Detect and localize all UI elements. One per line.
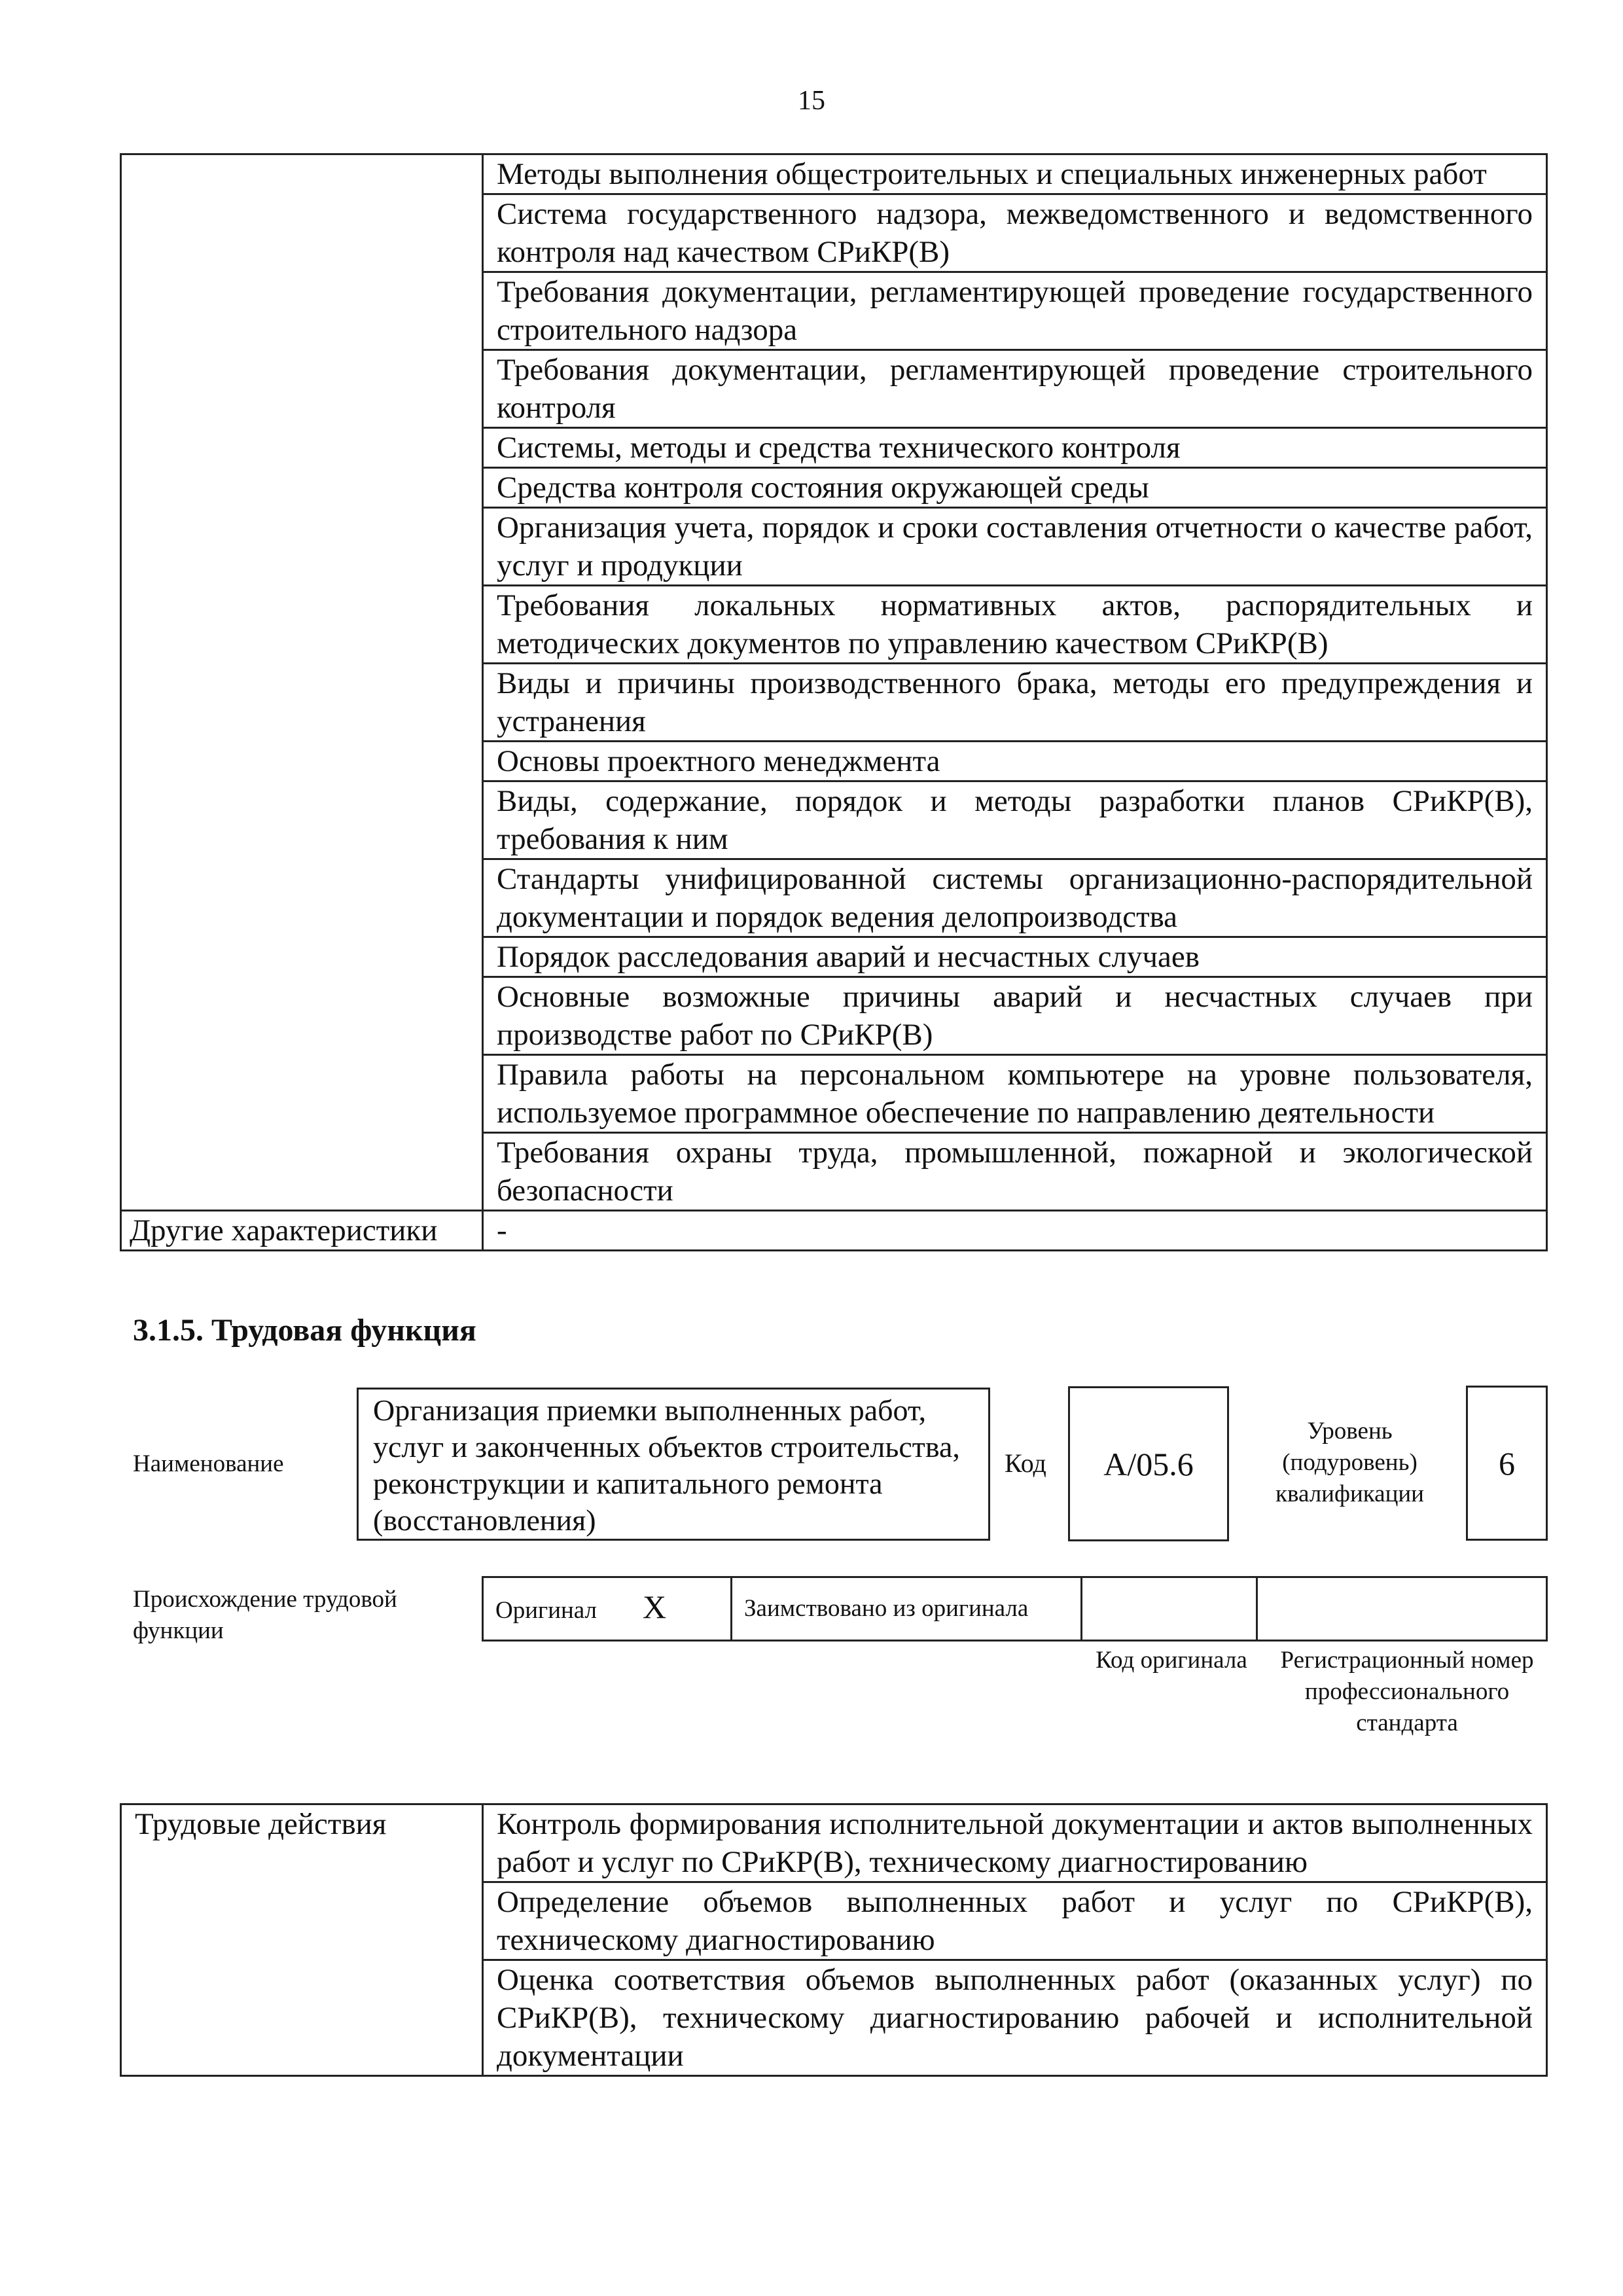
knowledge-row: Правила работы на персональном компьютере на уровне пользователя, используемое программное обеспечение по направлению деятельности	[483, 1055, 1547, 1133]
code-label: Код	[1005, 1448, 1046, 1478]
page-number: 15	[798, 86, 825, 116]
level-value-box	[1466, 1386, 1548, 1541]
knowledge-row: Требования локальных нормативных актов, распорядительных и методических документов по управлению качеством СРиКР(В)	[483, 586, 1547, 664]
knowledge-label-cell	[121, 154, 483, 1211]
other-characteristics-label: Другие характеристики	[121, 1211, 483, 1251]
knowledge-row: Требования охраны труда, промышленной, пожарной и экологической безопасности	[483, 1133, 1547, 1211]
origin-reg-number-cell	[1257, 1577, 1547, 1641]
knowledge-table	[120, 153, 1548, 1251]
knowledge-row: Виды, содержание, порядок и методы разработки планов СРиКР(В), требования к ним	[483, 781, 1547, 859]
section-title: 3.1.5. Трудовая функция	[133, 1313, 476, 1348]
knowledge-row: Порядок расследования аварий и несчастных случаев	[483, 937, 1547, 977]
labor-action-row: Оценка соответствия объемов выполненных работ (оказанных услуг) по СРиКР(В), техническому диагностированию рабочей и исполнительной документации	[483, 1960, 1547, 2076]
labor-actions-table	[120, 1803, 1548, 2077]
knowledge-row: Средства контроля состояния окружающей среды	[483, 468, 1547, 508]
other-characteristics-value: -	[483, 1211, 1547, 1251]
origin-reg-caption: Регистрационный номер профессионального стандарта	[1280, 1647, 1534, 1736]
knowledge-row: Системы, методы и средства технического контроля	[483, 428, 1547, 468]
labor-action-row: Контроль формирования исполнительной документации и актов выполненных работ и услуг по СРиКР(В), техническому диагностированию	[483, 1804, 1547, 1882]
labor-action-row: Определение объемов выполненных работ и услуг по СРиКР(В), техническому диагностированию	[483, 1882, 1547, 1960]
code-value: А/05.6	[1103, 1445, 1194, 1482]
knowledge-row: Требования документации, регламентирующей проведение строительного контроля	[483, 350, 1547, 428]
knowledge-row: Стандарты унифицированной системы организационно-распорядительной документации и порядок ведения делопроизводства	[483, 859, 1547, 937]
origin-borrowed-cell: Заимствовано из оригинала	[732, 1577, 1082, 1641]
origin-table	[482, 1576, 1548, 1641]
knowledge-row: Требования документации, регламентирующей проведение государственного строительного надзора	[483, 272, 1547, 350]
knowledge-row: Организация учета, порядок и сроки составления отчетности о качестве работ, услуг и продукции	[483, 508, 1547, 586]
origin-code-caption: Код оригинала	[1096, 1647, 1247, 1674]
knowledge-row: Основы проектного менеджмента	[483, 742, 1547, 781]
knowledge-row: Система государственного надзора, межведомственного и ведомственного контроля над качеством СРиКР(В)	[483, 194, 1547, 272]
level-value: 6	[1499, 1444, 1515, 1482]
knowledge-row: Методы выполнения общестроительных и специальных инженерных работ	[483, 154, 1547, 194]
function-name-box: Организация приемки выполненных работ, услуг и законченных объектов строительства, реконструкции и капитального ремонта (восстановления)	[357, 1388, 990, 1541]
name-label: Наименование	[133, 1450, 284, 1477]
labor-actions-label: Трудовые действия	[121, 1804, 483, 2076]
origin-label: Происхождение трудовой функции	[133, 1586, 397, 1644]
code-value-box	[1068, 1386, 1229, 1541]
knowledge-row: Основные возможные причины аварий и несчастных случаев при производстве работ по СРиКР(В)	[483, 977, 1547, 1055]
origin-original-label: Оригинал	[495, 1597, 597, 1624]
origin-code-cell	[1082, 1577, 1257, 1641]
origin-x-mark: X	[643, 1588, 667, 1625]
origin-original-cell	[483, 1577, 732, 1641]
knowledge-row: Виды и причины производственного брака, методы его предупреждения и устранения	[483, 664, 1547, 742]
level-label: Уровень (подуровень) квалификации	[1275, 1418, 1424, 1507]
